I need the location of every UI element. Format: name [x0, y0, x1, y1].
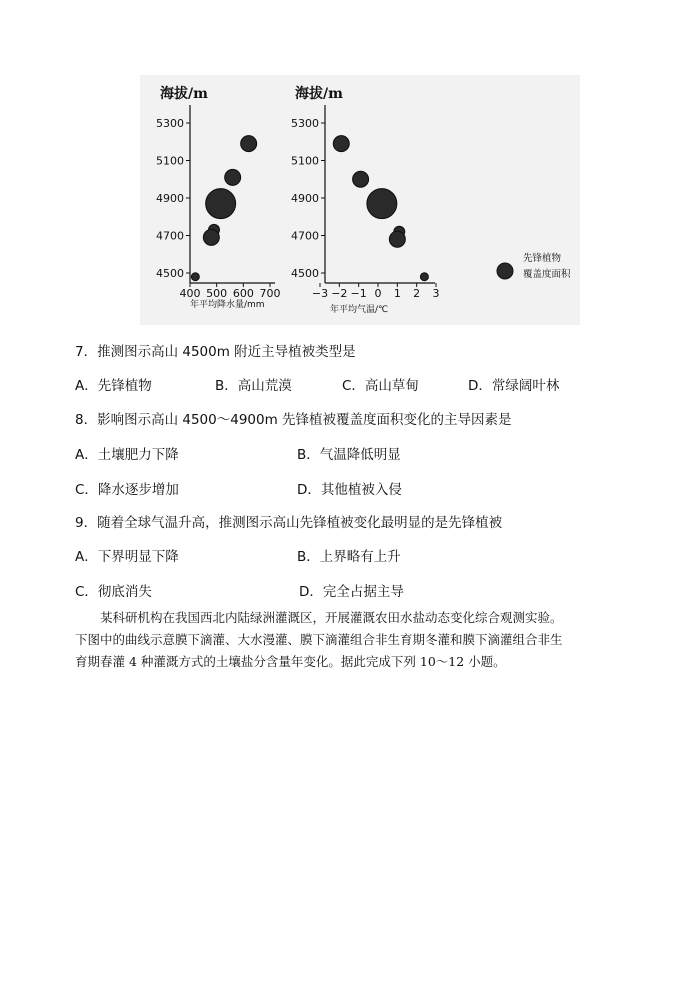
passage-line-1: 某科研机构在我国西北内陆绿洲灌溉区，开展灌溉农田水盐动态变化综合观测实验。: [75, 610, 563, 625]
right-x-tick-label: −3: [311, 287, 329, 300]
right-data-point: [353, 171, 369, 187]
right-x-tick-label: 3: [432, 287, 440, 300]
right-data-point: [389, 231, 405, 247]
passage-line-2: 下图中的曲线示意膜下滴灌、大水漫灌、膜下滴灌组合非生育期冬灌和膜下滴灌组合非生: [75, 632, 563, 647]
right-x-tick-label: 2: [413, 287, 421, 300]
figure: [140, 75, 580, 325]
right-data-point: [333, 136, 349, 152]
legend-label-line2: 覆盖度面积: [523, 269, 571, 280]
left-y-tick-label: 4900: [156, 192, 184, 205]
q8-option-a: A．土壤肥力下降: [75, 447, 179, 463]
left-data-point: [191, 273, 199, 281]
left-y-tick-label: 4700: [156, 229, 184, 243]
left-data-point: [206, 189, 236, 219]
left-x-tick-label: 600: [232, 287, 254, 300]
right-data-point: [420, 273, 428, 281]
question-9-stem: 9．随着全球气温升高，推测图示高山先锋植被变化最明显的是先锋植被: [75, 515, 503, 531]
passage-line-3: 育期春灌 4 种灌溉方式的土壤盐分含量年变化。据此完成下列 10～12 小题。: [75, 654, 506, 669]
question-7-stem: 7．推测图示高山 4500m 附近主导植被类型是: [75, 344, 356, 360]
q8-option-b: B．气温降低明显: [297, 447, 401, 463]
q7-option-d: D．常绿阔叶林: [468, 378, 560, 394]
q9-option-b: B．上界略有上升: [297, 549, 401, 565]
left-x-tick-label: 700: [259, 287, 281, 300]
q8-option-d: D．其他植被入侵: [297, 482, 402, 498]
left-y-axis-title: 海拔/m: [160, 86, 208, 102]
right-y-tick-label: 5100: [291, 154, 319, 168]
q7-option-c: C．高山草甸: [342, 378, 419, 394]
left-data-point: [225, 169, 241, 185]
q8-option-c: C．降水逐步增加: [75, 482, 179, 498]
q7-option-a: A．先锋植物: [75, 378, 152, 394]
right-y-tick-label: 4700: [291, 229, 319, 243]
right-y-tick-label: 4900: [291, 192, 319, 205]
q9-option-d: D．完全占据主导: [299, 584, 404, 600]
left-x-axis-title: 年平均降水量/mm: [190, 300, 265, 310]
right-x-axis-title: 年平均气温/℃: [330, 305, 389, 315]
left-data-point: [241, 136, 257, 152]
chart-panel: [140, 75, 580, 325]
left-y-tick-label: 5100: [156, 154, 184, 168]
legend-label-line1: 先锋植物: [523, 253, 562, 264]
q7-option-b: B．高山荒漠: [215, 378, 292, 394]
passage: [75, 607, 635, 673]
left-x-tick-label: 500: [206, 287, 228, 300]
q9-option-c: C．彻底消失: [75, 584, 152, 600]
left-y-tick-label: 5300: [156, 117, 184, 130]
right-x-tick-label: 1: [393, 287, 401, 300]
q9-option-a: A．下界明显下降: [75, 549, 179, 565]
right-y-tick-label: 5300: [291, 117, 319, 130]
right-x-tick-label: 0: [374, 287, 382, 300]
right-y-tick-label: 4500: [291, 267, 319, 280]
legend-marker: [497, 263, 513, 279]
left-x-tick-label: 400: [179, 287, 201, 300]
left-data-point: [203, 229, 219, 245]
right-data-point: [367, 189, 397, 219]
right-x-tick-label: −1: [350, 287, 367, 300]
right-y-axis-title: 海拔/m: [295, 86, 343, 102]
right-x-tick-label: −2: [331, 287, 348, 300]
question-8-stem: 8．影响图示高山 4500～4900m 先锋植被覆盖度面积变化的主导因素是: [75, 412, 512, 428]
left-y-tick-label: 4500: [156, 267, 184, 280]
